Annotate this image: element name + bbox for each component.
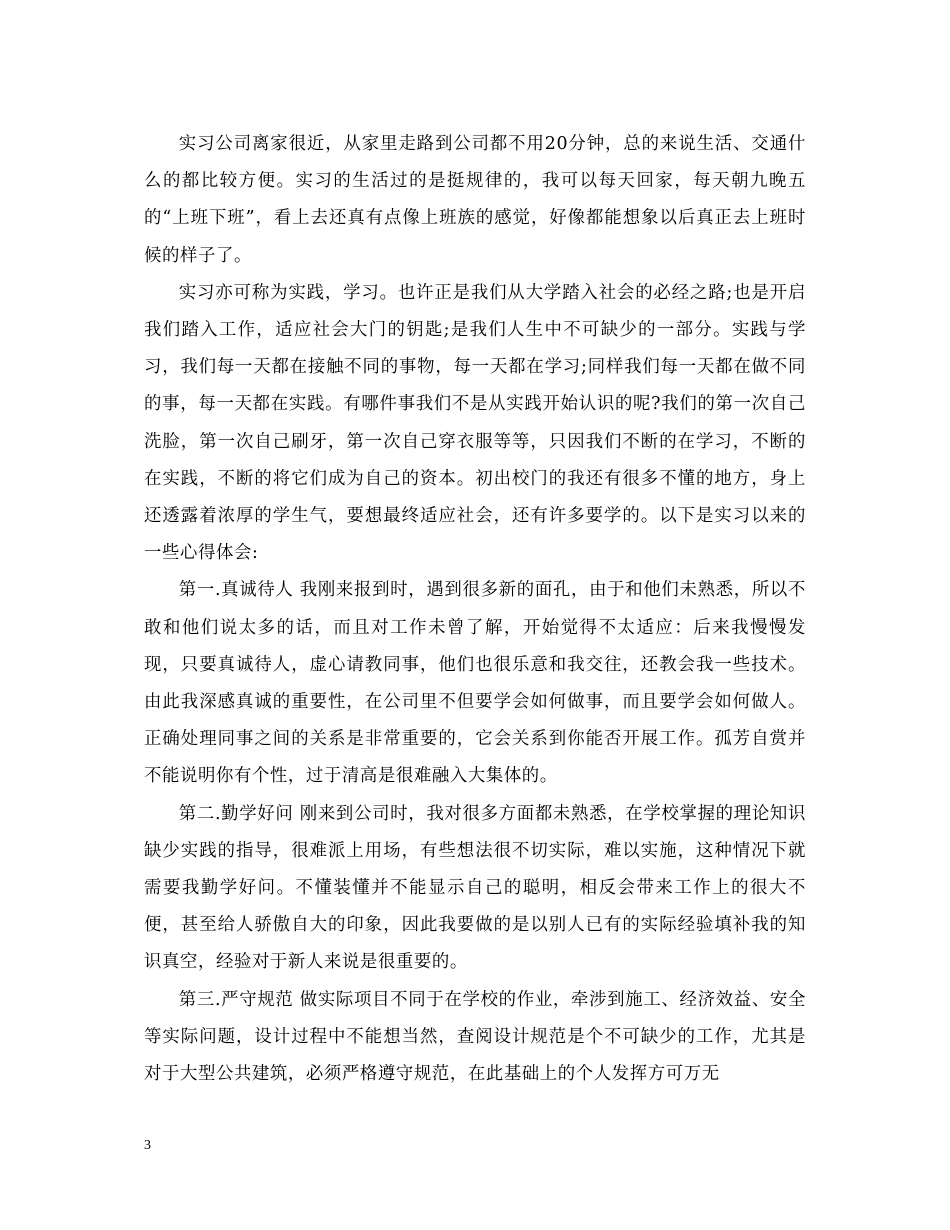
page-number: 3 [144, 1138, 151, 1153]
paragraph-practice-and-learning: 实习亦可称为实践，学习。也许正是我们从大学踏入社会的必经之路;也是开启我们踏入工作，适应社会大门的钥匙;是我们人生中不可缺少的一部分。实践与学习，我们每一天都在接触不同的事物，每一天都在学习;同样我们每一天都在做不同的事，每一天都在实践。有哪件事我们不是从实践开始认识的呢?我们的第一次自己洗脸，第一次自己刷牙，第一次自己穿衣服等等，只因我们不断的在学习，不断的在实践，不断的将它们成为自己的资本。初出校门的我还有很多不懂的地方，身上还透露着浓厚的学生气，要想最终适应社会，还有许多要学的。以下是实习以来的一些心得体会: [144, 282, 806, 564]
paragraph-commute: 实习公司离家很近，从家里走路到公司都不用20分钟，总的来说生活、交通什么的都比较方便。实习的生活过的是挺规律的，我可以每天回家，每天朝九晚五的“上班下班”，看上去还真有点像上班族的感觉，好像都能想象以后真正去上班时候的样子了。 [144, 134, 806, 266]
document-body [144, 126, 806, 1093]
paragraph-follow-standards: 第三.严守规范 做实际项目不同于在学校的作业，牵涉到施工、经济效益、安全等实际问题，设计过程中不能想当然，查阅设计规范是个不可缺少的工作，尤其是对于大型公共建筑，必须严格遵守规范，在此基础上的个人发挥方可万无 [144, 989, 806, 1085]
paragraph-sincerity: 第一.真诚待人 我刚来报到时，遇到很多新的面孔，由于和他们未熟悉，所以不敢和他们说太多的话，而且对工作未曾了解，开始觉得不太适应：后来我慢慢发现，只要真诚待人，虚心请教同事，他们也很乐意和我交往，还教会我一些技术。由此我深感真诚的重要性，在公司里不但要学会如何做事，而且要学会如何做人。正确处理同事之间的关系是非常重要的，它会关系到你能否开展工作。孤芳自赏并不能说明你有个性，过于清高是很难融入大集体的。 [144, 580, 806, 787]
paragraph-diligent-inquiry: 第二.勤学好问 刚来到公司时，我对很多方面都未熟悉，在学校掌握的理论知识缺少实践的指导，很难派上用场，有些想法很不切实际，难以实施，这种情况下就需要我勤学好问。不懂装懂并不能显示自己的聪明，相反会带来工作上的很大不便，甚至给人骄傲自大的印象，因此我要做的是以别人已有的实际经验填补我的知识真空，经验对于新人来说是很重要的。 [144, 803, 806, 973]
